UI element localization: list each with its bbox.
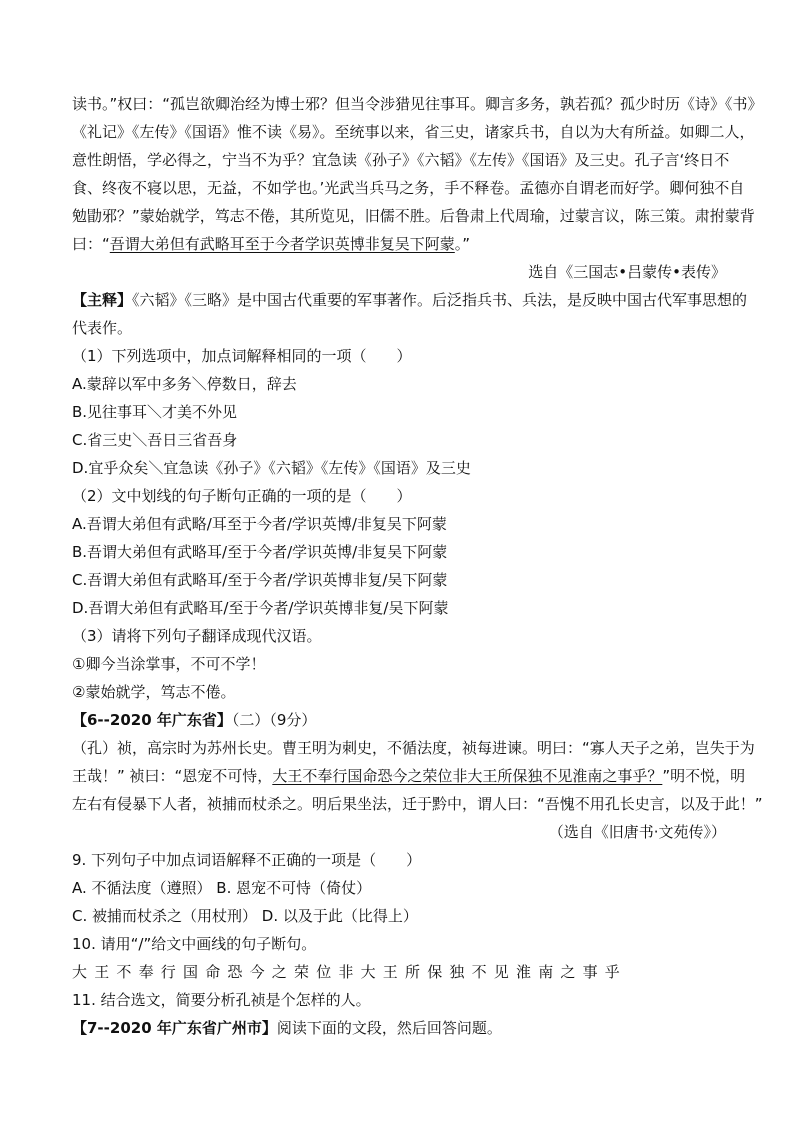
- text-segment: 意性朗悟，学必得之，宁当不为乎？宜急读《孙子》《六韬》《左传》《国语》及三史。孔子言‘终日不: [72, 151, 730, 169]
- text-line: [72, 734, 755, 762]
- text-line: [72, 286, 748, 314]
- text-line: [72, 314, 726, 342]
- annotation-note: [72, 286, 748, 342]
- question-1-option-a: A.蒙辞以军中多务＼停数日，辞去: [72, 375, 297, 393]
- passage-1-source: 选自《三国志•吕蒙传•表传》: [528, 263, 726, 281]
- text-line: [72, 146, 730, 174]
- question-1-option-c: C.省三史＼吾日三省吾身: [72, 431, 238, 449]
- section-6-heading: [72, 706, 726, 734]
- question-3-item-1: ①卿今当涂掌事，不可不学！: [72, 655, 266, 673]
- text-segment: ”明不悦，明: [662, 767, 746, 785]
- text-line: [72, 90, 763, 118]
- text-segment: 《六韬》《三略》是中国古代重要的军事著作。后泛指兵书、兵法，是反映中国古代军事思想的: [132, 291, 748, 309]
- section-7-heading: [72, 1014, 726, 1042]
- question-10-stem: 10. 请用“/”给文中画线的句子断句。: [72, 935, 317, 953]
- question-2-option-b: B.吾谓大弟但有武略耳/至于今者/学识英博/非复吴下阿蒙: [72, 543, 448, 561]
- text-segment: 代表作。: [72, 319, 133, 337]
- section-7-heading-rest: 阅读下面的文段，然后回答问题。: [276, 1019, 502, 1037]
- question-2-option-d: D.吾谓大弟但有武略耳/至于今者/学识英博非复/吴下阿蒙: [72, 599, 449, 617]
- question-3-stem: （3）请将下列句子翻译成现代汉语。: [72, 627, 322, 645]
- text-segment: 食、终夜不寝以思，无益，不如学也。’光武当兵马之务，手不释卷。孟德亦自谓老而好学。卿何独不自: [72, 179, 745, 197]
- question-2-option-c: C.吾谓大弟但有武略耳/至于今者/学识英博非复/吴下阿蒙: [72, 571, 448, 589]
- text-segment: 勉勖邪？”蒙始就学，笃志不倦，其所览见，旧儒不胜。后鲁肃上代周瑜，过蒙言议，陈三策。肃拊蒙背: [72, 207, 755, 225]
- question-9-options-cd: C. 被捕而杖杀之（用杖刑） D. 以及于此（比得上）: [72, 907, 418, 925]
- text-segment: （孔）祯，高宗时为苏州长史。曹王明为刺史，不循法度，祯每进谏。明曰：“寡人天子之弟，岂失于为: [72, 739, 755, 757]
- question-9-options-ab: A. 不循法度（遵照） B. 恩宠不可恃（倚仗）: [72, 879, 372, 897]
- question-1-stem: （1）下列选项中，加点词解释相同的一项（ ）: [72, 347, 412, 365]
- question-3-item-2: ②蒙始就学，笃志不倦。: [72, 683, 236, 701]
- text-line: [72, 174, 745, 202]
- text-line: [72, 790, 763, 818]
- underlined-sentence: 吾谓大弟但有武略耳至于今者学识英博非复吴下阿蒙: [109, 235, 455, 253]
- text-segment: 读书。”权曰：“孤岂欲卿治经为博士邪？但当令涉猎见往事耳。卿言多务，孰若孤？孤少时历《诗》《书》: [72, 95, 763, 113]
- passage-2: [72, 734, 763, 818]
- section-6-heading-rest: （二）（9分）: [231, 711, 317, 729]
- question-9-stem: 9. 下列句子中加点词语解释不正确的一项是（ ）: [72, 851, 422, 869]
- text-segment: 左右有侵暴下人者，祯捕而杖杀之。明后果坐法，迁于黔中，谓人曰：“吾愧不用孔长史言，以及于此！”: [72, 795, 763, 813]
- question-10-sentence: 大王不奉行国命恐今之荣位非大王所保独不见淮南之事乎: [72, 963, 628, 981]
- bold-label: 【主释】: [72, 291, 133, 309]
- question-1-option-d: D.宜乎众矣＼宜急读《孙子》《六韬》《左传》《国语》及三史: [72, 459, 471, 477]
- underlined-sentence: 大王不奉行国命恐今之荣位非大王所保独不见淮南之事乎？: [272, 767, 663, 785]
- text-segment: 曰：“: [72, 235, 110, 253]
- text-line: [72, 230, 726, 258]
- text-line: [72, 202, 755, 230]
- question-1-option-b: B.见往事耳＼才美不外见: [72, 403, 238, 421]
- question-11-stem: 11. 结合选文，简要分析孔祯是个怎样的人。: [72, 991, 371, 1009]
- text-segment: 王哉！” 祯曰：“恩宠不可恃，: [72, 767, 273, 785]
- passage-2-source: （选自《旧唐书·文苑传》）: [548, 823, 726, 841]
- question-2-stem: （2）文中划线的句子断句正确的一项的是（ ）: [72, 487, 412, 505]
- section-7-heading-label: 【7--2020 年广东省广州市】: [72, 1019, 277, 1037]
- section-6-heading-label: 【6--2020 年广东省】: [72, 711, 232, 729]
- text-line: [72, 118, 755, 146]
- passage-1: [72, 90, 763, 258]
- text-line: [72, 762, 746, 790]
- document-body: [72, 90, 763, 1042]
- text-segment: 。”: [454, 235, 471, 253]
- question-2-option-a: A.吾谓大弟但有武略/耳至于今者/学识英博/非复吴下阿蒙: [72, 515, 447, 533]
- text-segment: 《礼记》《左传》《国语》惟不读《易》。至统事以来，省三史，诸家兵书，自以为大有所益。如卿二人，: [72, 123, 755, 141]
